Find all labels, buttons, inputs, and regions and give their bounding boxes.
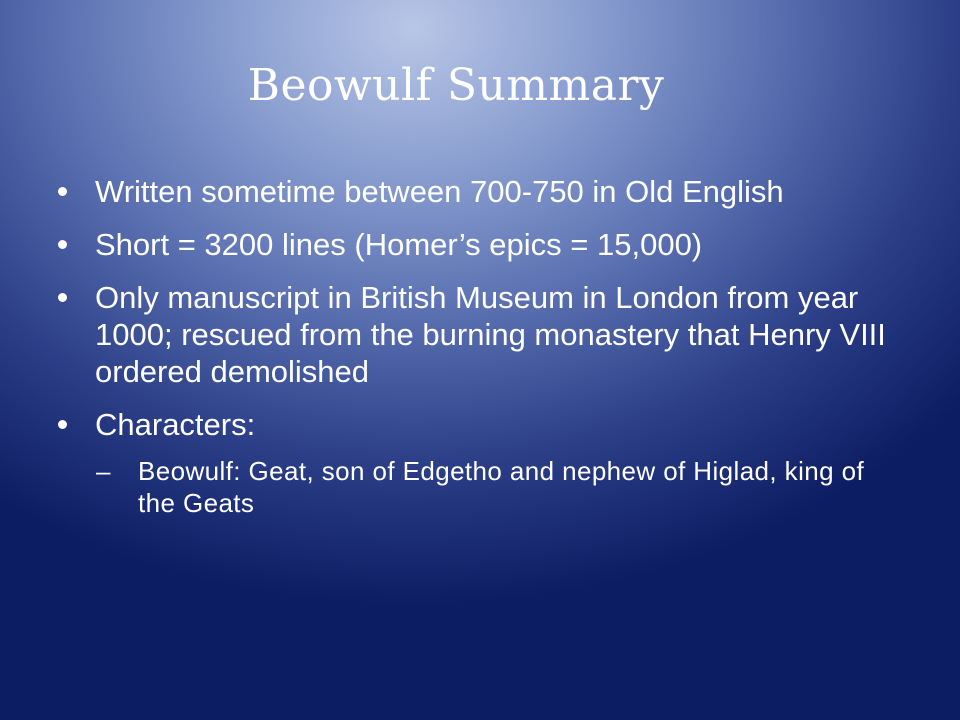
bullet-dot-icon [58,293,67,302]
bullet-dot-icon [58,187,67,196]
bullet-dot-icon [58,420,67,429]
dash-marker-icon: – [96,456,111,486]
bullet-dot-icon [58,240,67,249]
bullet-text-date: Written sometime between 700-750 in Old English [95,174,784,209]
bullet-item [58,279,908,390]
bullet-list [58,173,908,535]
bullet-item [58,226,908,263]
sub-bullet-item [95,455,908,519]
sub-bullet-list [95,455,908,519]
bullet-item [58,173,908,210]
bullet-text-length: Short = 3200 lines (Homer’s epics = 15,000) [95,227,703,262]
sub-bullet-text-beowulf: Beowulf: Geat, son of Edgetho and nephew of Higlad, king of the Geats [138,456,865,518]
bullet-item [58,406,908,519]
bullet-text-characters: Characters: [95,407,256,442]
bullet-text-manuscript: Only manuscript in British Museum in London from year 1000; rescued from the burning monastery that Henry VIII ordered demolished [95,280,886,389]
slide-title: Beowulf Summary [247,60,665,111]
